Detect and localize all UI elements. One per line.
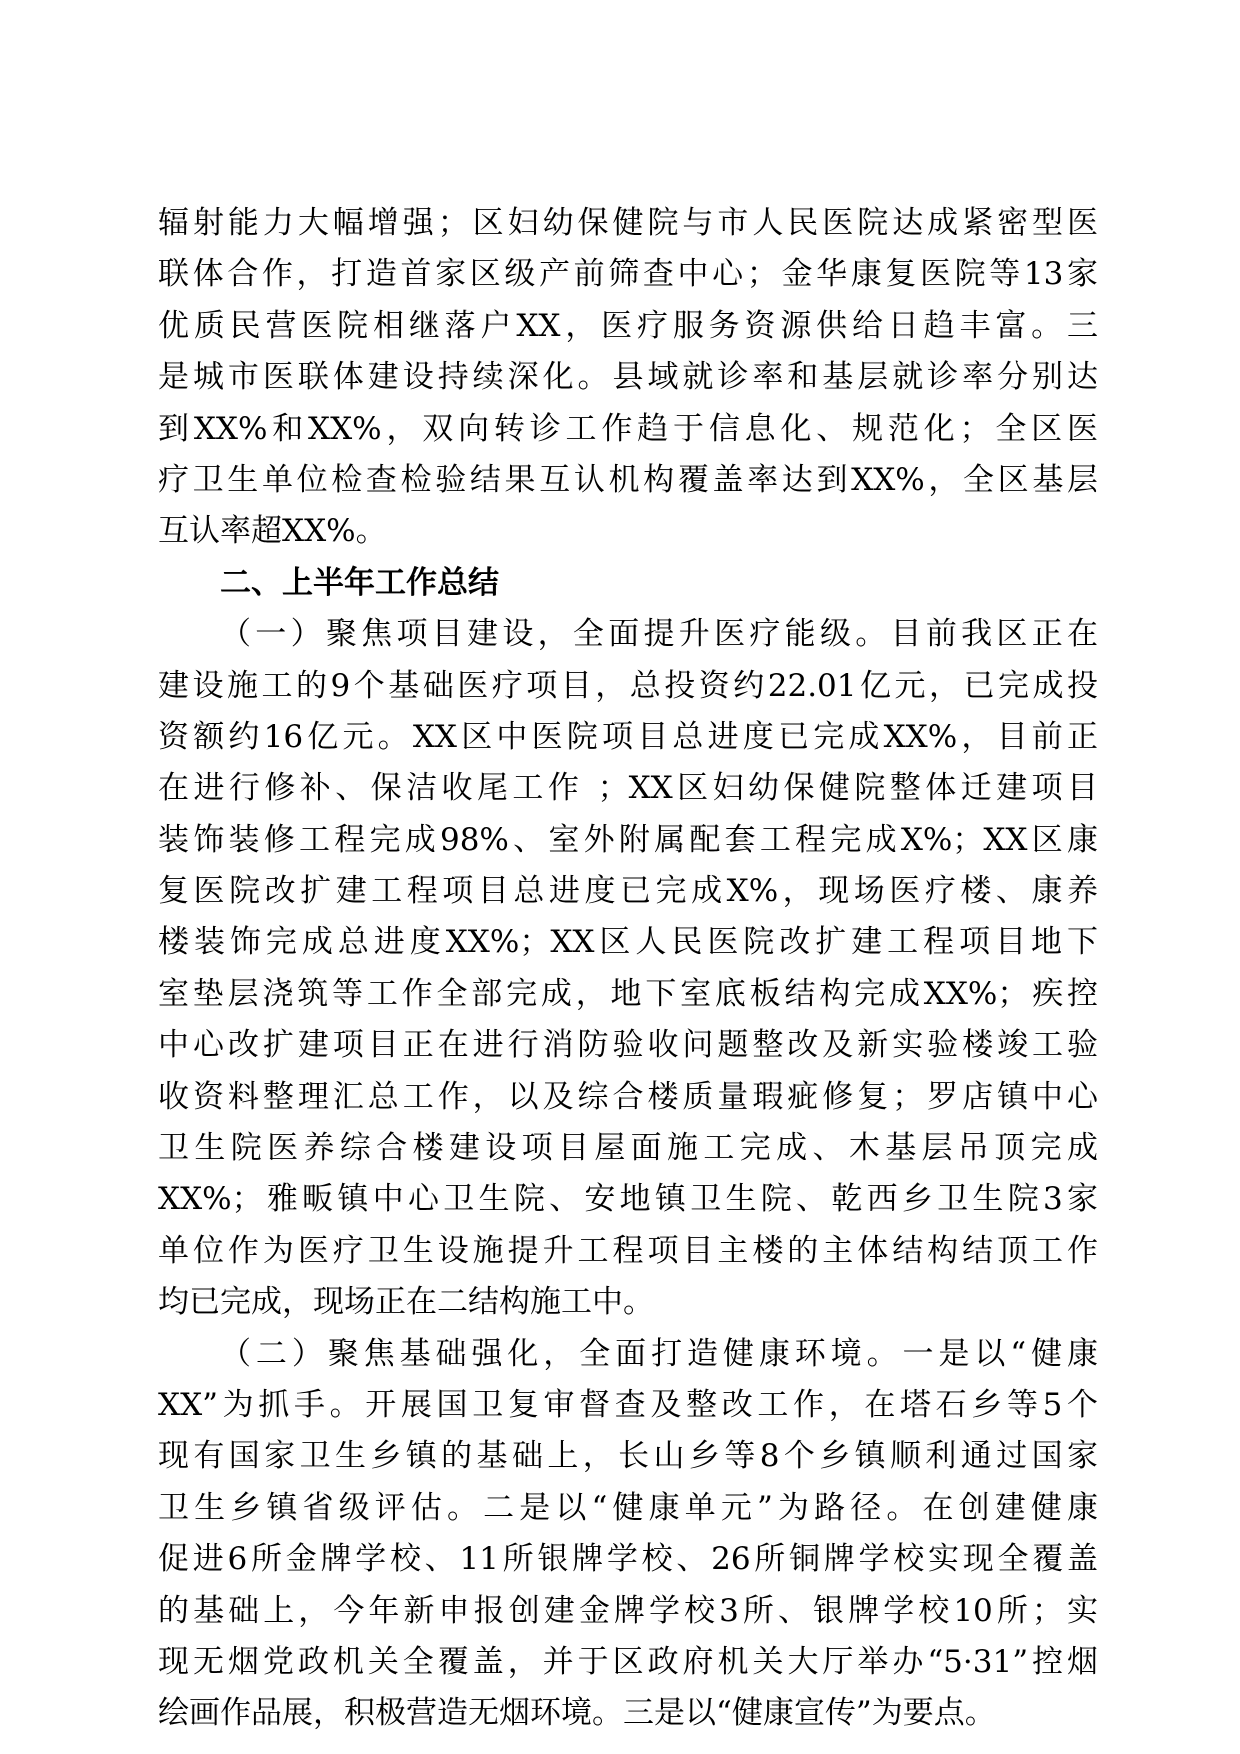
paragraph-line: 建设施工的9个基础医疗项目，总投资约22.01亿元，已完成投 <box>158 667 1098 704</box>
paragraph-line: 装饰装修工程完成98%、室外附属配套工程完成X%；XX区康 <box>158 821 1098 858</box>
paragraph-line: 到XX%和XX%，双向转诊工作趋于信息化、规范化；全区医 <box>158 410 1098 447</box>
paragraph-line: 联体合作，打造首家区级产前筛查中心；金华康复医院等13家 <box>158 256 1098 293</box>
paragraph-line: 是城市医联体建设持续深化。县域就诊率和基层就诊率分别达 <box>158 359 1098 396</box>
paragraph-line: 促进6所金牌学校、11所银牌学校、26所铜牌学校实现全覆盖 <box>158 1541 1098 1578</box>
paragraph-line: 收资料整理汇总工作，以及综合楼质量瑕疵修复；罗店镇中心 <box>158 1078 1098 1115</box>
paragraph-line: 资额约16亿元。XX区中医院项目总进度已完成XX%，目前正 <box>158 718 1098 755</box>
paragraph-line: 在进行修补、保洁收尾工作 ；XX区妇幼保健院整体迁建项目 <box>158 770 1098 807</box>
paragraph-line: 楼装饰完成总进度XX%；XX区人民医院改扩建工程项目地下 <box>158 924 1098 961</box>
paragraph-line: 优质民营医院相继落户XX，医疗服务资源供给日趋丰富。三 <box>158 307 1098 344</box>
paragraph-line: 辐射能力大幅增强；区妇幼保健院与市人民医院达成紧密型医 <box>158 205 1098 241</box>
paragraph-line: 室垫层浇筑等工作全部完成，地下室底板结构完成XX%；疾控 <box>158 975 1098 1012</box>
section-heading: 二、上半年工作总结 <box>220 564 499 601</box>
paragraph-line: 均已完成，现场正在二结构施工中。 <box>158 1284 654 1321</box>
paragraph-line: 卫生院医养综合楼建设项目屋面施工完成、木基层吊顶完成 <box>158 1130 1098 1167</box>
paragraph-line: 绘画作品展，积极营造无烟环境。三是以“健康宣传”为要点。 <box>158 1695 996 1732</box>
paragraph-line: 卫生乡镇省级评估。二是以“健康单元”为路径。在创建健康 <box>158 1489 1098 1526</box>
document-page <box>158 198 1098 1740</box>
paragraph-line: 单位作为医疗卫生设施提升工程项目主楼的主体结构结顶工作 <box>158 1232 1098 1269</box>
paragraph-line: 复医院改扩建工程项目总进度已完成X%，现场医疗楼、康养 <box>158 873 1098 910</box>
paragraph-line: （一）聚焦项目建设，全面提升医疗能级。目前我区正在 <box>220 616 1098 653</box>
paragraph-line: XX”为抓手。开展国卫复审督查及整改工作，在塔石乡等5个 <box>158 1386 1098 1423</box>
paragraph-line: 现有国家卫生乡镇的基础上，长山乡等8个乡镇顺利通过国家 <box>158 1438 1098 1475</box>
paragraph-line: 疗卫生单位检查检验结果互认机构覆盖率达到XX%，全区基层 <box>158 461 1098 498</box>
paragraph-line: 的基础上，今年新申报创建金牌学校3所、银牌学校10所；实 <box>158 1592 1098 1629</box>
paragraph-line: （二）聚焦基础强化，全面打造健康环境。一是以“健康 <box>220 1335 1098 1372</box>
paragraph-line: 互认率超XX%。 <box>158 513 387 550</box>
paragraph-line: 中心改扩建项目正在进行消防验收问题整改及新实验楼竣工验 <box>158 1027 1098 1064</box>
paragraph-line: 现无烟党政机关全覆盖，并于区政府机关大厅举办“5·31”控烟 <box>158 1643 1098 1680</box>
paragraph-line: XX%；雅畈镇中心卫生院、安地镇卫生院、乾西乡卫生院3家 <box>158 1181 1098 1218</box>
